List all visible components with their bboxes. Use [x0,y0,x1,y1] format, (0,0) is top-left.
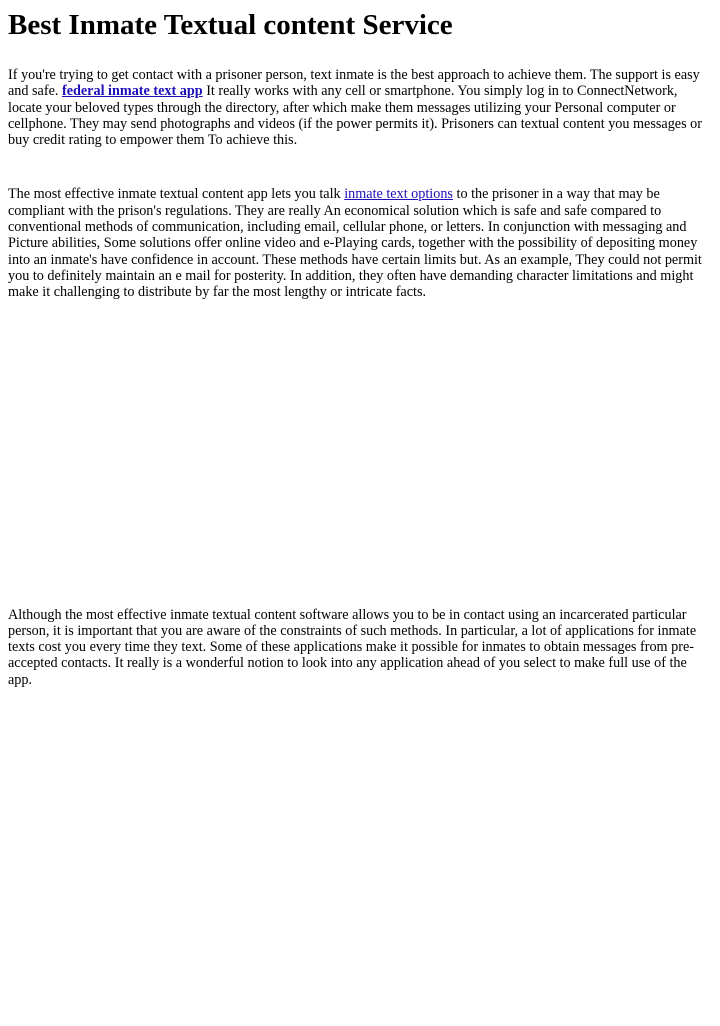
blank-space [8,301,712,607]
paragraph-intro-text-start: If you're trying to get contact with a prisoner person, text inmate is the best approach to achieve them. The support is easy and safe. [8,67,700,100]
page-title: Best Inmate Textual content Service [8,9,453,41]
paragraph-intro [8,67,712,148]
federal-inmate-text-app-link[interactable]: federal inmate text app [61,83,203,100]
paragraph-app-features-text-end: to the prisoner in a way that may be compliant with the prison's regulations. They are really An economical solution which is safe and safe compared to conventional methods of communication, including email, cellular phone, or letters. In conjunction with messaging and Picture abilities, Some solutions offer online video and e-Playing cards, together with the possibility of depositing money into an inmate's have confidence in account. These methods have certain limits but. As an example, They could not permit you to definitely maintain an e mail for posterity. In addition, they often have demanding character limitations and might make it challenging to distribute by far the most lengthy or intricate facts. [8,186,702,301]
paragraph-intro-text-end: It really works with any cell or smartphone. You simply log in to ConnectNetwork, locate your beloved types through the directory, after which make them messages utilizing your Personal computer or cellphone. They may send photographs and videos (if the power permits it). Prisoners can textual content you messages or buy credit rating to empower them To achieve this. [8,83,702,149]
paragraph-constraints: Although the most effective inmate textual content software allows you to be in contact using an incarcerated particular person, it is important that you are aware of the constraints of such methods. In particular, a lot of applications for inmate texts cost you every time they text. Some of these applications make it possible for inmates to obtain messages from pre-accepted contacts. It really is a wonderful notion to look into any application ahead of you select to make full use of the app. [8,606,697,688]
article [0,8,720,688]
paragraph-app-features [8,186,712,300]
paragraph-app-features-text-start: The most effective inmate textual content app lets you talk [8,186,345,203]
inmate-text-options-link[interactable]: inmate text options [344,186,453,203]
